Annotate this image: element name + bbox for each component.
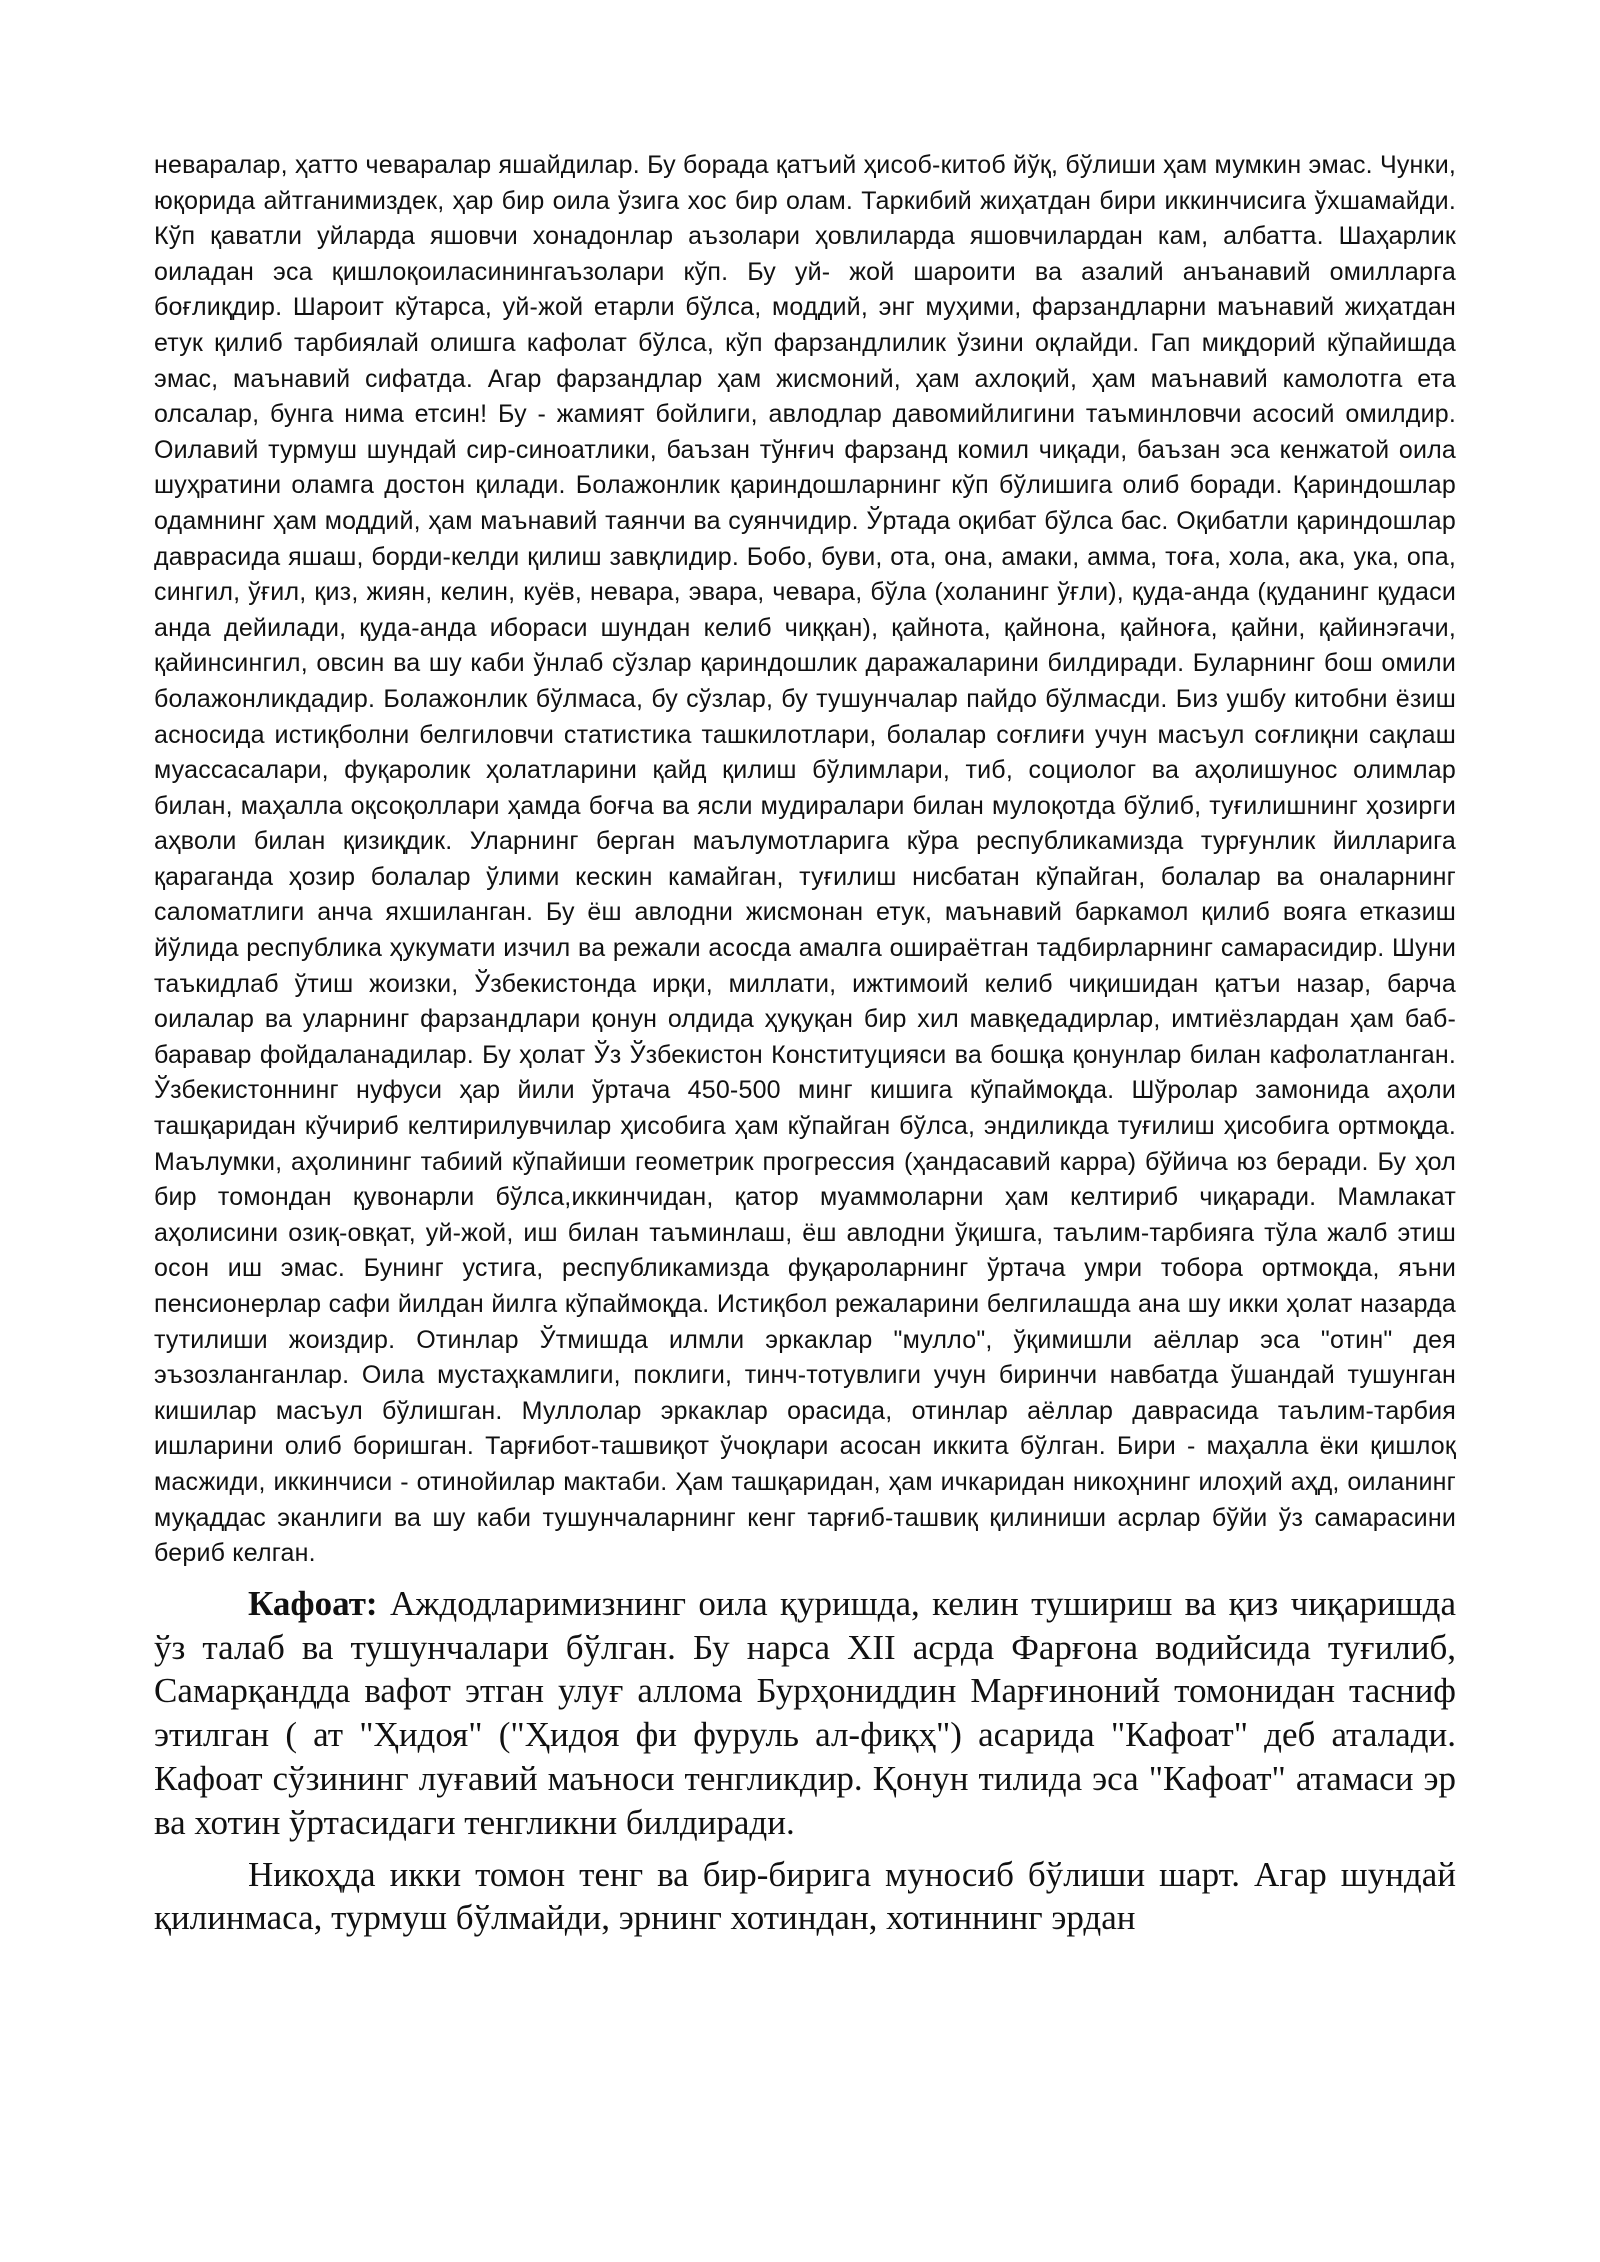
- document-page: [154, 148, 1456, 1940]
- kafoat-paragraph: [154, 1582, 1456, 1845]
- nikoh-paragraph: Никоҳда икки томон тенг ва бир-бирига муносиб бўлиши шарт. Агар шундай қилинмаса, турмуш бўлмайди, эрнинг хотиндан, хотиннинг эрдан: [154, 1854, 1456, 1938]
- kafoat-text: Аждодларимизнинг оила қуришда, келин тушириш ва қиз чиқаришда ўз талаб ва тушунчалари бўлган. Бу нарса XII асрда Фарғона водийсида туғилиб, Самарқандда вафот этган улуғ аллома Бурҳониддин Марғиноний томонидан тасниф этилган ( ат "Ҳидоя" ("Ҳидоя фи фуруль ал-фиқҳ") асарида "Кафоат" деб аталади. Кафоат сўзининг луғавий маъноси тенгликдир. Қонун тилида эса "Кафоат" атамаси эр ва хотин ўртасидаги тенгликни билдиради.: [154, 1583, 1456, 1842]
- body-paragraph: неваралар, ҳатто чеваралар яшайдилар. Бу борада қатъий ҳисоб-китоб йўқ, бўлиши ҳам мумкин эмас. Чунки, юқорида айтганимиздек, ҳар бир оила ўзига хос бир олам. Таркибий жиҳатдан бири иккинчисига ўхшамайди. Кўп қаватли уйларда яшовчи хонадонлар аъзолари ҳовлиларда яшовчилардан кам, албатта. Шаҳарлик оиладан эса қишлоқоиласинингаъзолари кўп. Бу уй- жой шароити ва азалий анъанавий омилларга боғлиқдир. Шароит кўтарса, уй-жой етарли бўлса, моддий, энг муҳими, фарзандларни маънавий жиҳатдан етук қилиб тарбиялай олишга кафолат бўлса, кўп фарзандлилик ўзини оқлайди. Гап миқдорий кўпайишда эмас, маънавий сифатда. Агар фарзандлар ҳам жисмоний, ҳам ахлоқий, ҳам маънавий камолотга ета олсалар, бунга нима етсин! Бу - жамият бойлиги, авлодлар давомийлигини таъминловчи асосий омилдир. Оилавий турмуш шундай сир-синоатлики, баъзан тўнғич фарзанд комил чиқади, баъзан эса кенжатой оила шуҳратини оламга достон қилади. Болажонлик қариндошларнинг кўп бўлишига олиб боради. Қариндошлар одамнинг ҳам моддий, ҳам маънавий таянчи ва суянчидир. Ўртада оқибат бўлса бас. Оқибатли қариндошлар даврасида яшаш, борди-келди қилиш завқлидир. Бобо, буви, ота, она, амаки, амма, тоға, хола, ака, ука, опа, сингил, ўғил, қиз, жиян, келин, куёв, невара, эвара, чевара, бўла (холанинг ўғли), қуда-анда (қуданинг қудаси анда дейилади, қуда-анда ибораси шундан келиб чиққан), қайнота, қайнона, қайноға, қайни, қайинэгачи, қайинсингил, овсин ва шу каби ўнлаб сўзлар қариндошлик даражаларини билдиради. Буларнинг бош омили болажонликдадир. Болажонлик бўлмаса, бу сўзлар, бу тушунчалар пайдо бўлмасди. Биз ушбу китобни ёзиш асносида истиқболни белгиловчи статистика ташкилотлари, болалар соғлиғи учун масъул соғлиқни сақлаш муассасалари, фуқаролик ҳолатларини қайд қилиш бўлимлари, тиб, социолог ва аҳолишунос олимлар билан, маҳалла оқсоқоллари ҳамда боғча ва ясли мудиралари билан мулоқотда бўлиб, туғилишнинг ҳозирги аҳволи билан қизиқдик. Уларнинг берган маълумотларига кўра республикамизда турғунлик йилларига қараганда ҳозир болалар ўлими кескин камайган, туғилиш нисбатан кўпайган, болалар ва оналарнинг саломатлиги анча яхшиланган. Бу ёш авлодни жисмонан етук, маънавий баркамол қилиб вояга етказиш йўлида республика ҳукумати изчил ва режали асосда амалга ошираётган тадбирларнинг самарасидир. Шуни таъкидлаб ўтиш жоизки, Ўзбекистонда ирқи, миллати, ижтимоий келиб чиқишидан қатъи назар, барча оилалар ва уларнинг фарзандлари қонун олдида ҳуқуқан бир хил мавқедадирлар, имтиёзлардан ҳам баб-баравар фойдаланадилар. Бу ҳолат Ўз Ўзбекистон Конституцияси ва бошқа қонунлар билан кафолатланган. Ўзбекистоннинг нуфуси ҳар йили ўртача 450-500 минг кишига кўпаймоқда. Шўролар замонида аҳоли ташқаридан кўчириб келтирилувчилар ҳисобига ҳам кўпайган бўлса, эндиликда туғилиш ҳисобига ортмоқда. Маълумки, аҳолининг табиий кўпайиши геометрик прогрессия (ҳандасавий карра) бўйича юз беради. Бу ҳол бир томондан қувонарли бўлса,иккинчидан, қатор муаммоларни ҳам келтириб чиқаради. Мамлакат аҳолисини озиқ-овқат, уй-жой, иш билан таъминлаш, ёш авлодни ўқишга, таълим-тарбияга тўла жалб этиш осон иш эмас. Бунинг устига, республикамизда фуқароларнинг ўртача умри тобора ортмоқда, яъни пенсионерлар сафи йилдан йилга кўпаймоқда. Истиқбол режаларини белгилашда ана шу икки ҳолат назарда тутилиши жоиздир. Отинлар Ўтмишда илмли эркаклар "мулло", ўқимишли аёллар эса "отин" дея эъзозланганлар. Оила мустаҳкамлиги, поклиги, тинч-тотувлиги учун биринчи навбатда ўшандай тушунган кишилар масъул бўлишган. Муллолар эркаклар орасида, отинлар аёллар даврасида таълим-тарбия ишларини олиб боришган. Тарғибот-ташвиқот ўчоқлари асосан иккита бўлган. Бири - маҳалла ёки қишлоқ масжиди, иккинчиси - отинойилар мактаби. Ҳам ташқаридан, ҳам ичкаридан никоҳнинг илоҳий аҳд, оиланинг муқаддас эканлиги ва шу каби тушунчаларнинг кенг тарғиб-ташвиқ қилиниши асрлар бўйи ўз самарасини бериб келган.: [154, 151, 1456, 1568]
- kafoat-term: Кафоат:: [248, 1583, 378, 1623]
